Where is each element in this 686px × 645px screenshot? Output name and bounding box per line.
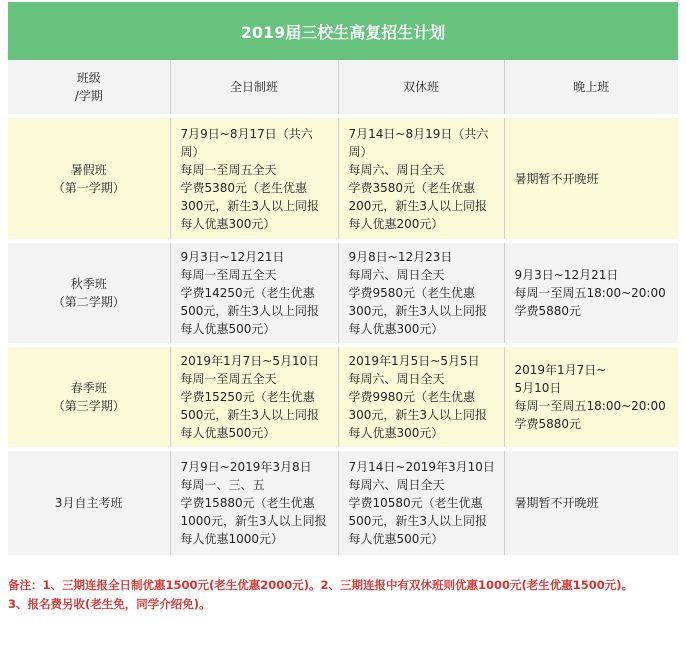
remarks-line-2: 3、报名费另收(老生免，同学介绍免)。 [8,597,211,611]
cell-line: 学费15880元（老生优惠 [180,496,315,510]
evening-cell [504,449,678,555]
cell-line: 5月10日 [514,381,562,395]
cell-line: 500元，新生3人以上同报 [180,304,320,318]
cell-line: 暑期暂不开晚班 [514,496,599,510]
term-cell [8,116,170,241]
table-row [8,241,678,345]
cell-line: 每人优惠500元） [180,322,276,336]
cell-line: 7月9日~2019年3月8日 [180,460,312,474]
schedule-table [8,60,678,555]
cell-line: 每人优惠300元） [348,322,444,336]
cell-line: 每周一至周五18:00~20:00 [514,286,666,300]
cell-line: 学费5880元 [514,417,582,431]
header-class-label: 班级 [76,71,101,85]
cell-line: 300元，新生3人以上同报 [348,304,488,318]
cell-line: 每周六、周日全天 [348,162,445,177]
header-fulltime: 全日制班 [170,60,338,116]
header-term-label: /学期 [74,89,103,103]
cell-line: 每人优惠1000元） [180,532,284,546]
page-title: 2019届三校生高复招生计划 [8,2,678,60]
cell-line: 300元，新生3人以上同报 [180,198,320,213]
header-class-term [8,60,170,116]
cell-line: 2019年1月7日~5月10日 [180,354,320,368]
cell-line: 学费5880元 [514,304,582,318]
weekend-cell [338,449,504,555]
cell-line: 每周一至周五18:00~20:00 [514,399,666,413]
weekend-cell [338,345,504,449]
weekend-cell [338,241,504,345]
remarks [8,576,680,614]
evening-cell [504,345,678,449]
cell-line: 每周六、周日全天 [348,268,445,282]
header-weekend: 双休班 [338,60,504,116]
cell-line: 2019年1月5日~5月5日 [348,354,480,368]
cell-line: 周） [180,144,205,159]
cell-line: 9月3日~12月21日 [180,250,285,264]
cell-line: 每周六、周日全天 [348,478,445,492]
cell-line: 每周六、周日全天 [348,372,445,386]
table-header-row [8,60,678,116]
cell-line: 每人优惠200元） [348,216,444,231]
term-name: 春季班 [70,381,107,395]
cell-line: 500元，新生3人以上同报 [348,514,488,528]
term-cell [8,345,170,449]
cell-line: 1000元，新生3人以上同报 [180,514,327,528]
fulltime-cell [170,345,338,449]
cell-line: 每人优惠300元） [348,426,444,440]
cell-line: 暑期暂不开晚班 [514,171,599,186]
table-row [8,449,678,555]
cell-line: 学费5380元（老生优惠 [180,180,308,195]
term-sub: （第一学期） [52,180,125,195]
term-name: 暑假班 [70,162,107,177]
remarks-line-1: 备注：1、三期连报全日制优惠1500元(老生优惠2000元)。2、三期连报中有双休班则优惠1000元(老生优惠1500元)。 [8,578,634,592]
term-sub: （第三学期） [52,399,125,413]
cell-line: 7月14日~2019年3月10日 [348,460,495,474]
cell-line: 每人优惠500元） [348,532,444,546]
cell-line: 500元，新生3人以上同报 [180,408,320,422]
header-evening: 晚上班 [504,60,678,116]
cell-line: 周） [348,144,373,159]
schedule-frame [8,2,678,555]
term-name: 3月自主考班 [54,496,123,510]
term-cell [8,449,170,555]
cell-line: 300元，新生3人以上同报 [348,408,488,422]
cell-line: 每周一至周五全天 [180,372,277,386]
table-row [8,345,678,449]
term-name: 秋季班 [70,277,107,291]
cell-line: 每周一、三、五 [180,478,265,492]
cell-line: 9月3日~12月21日 [514,268,619,282]
fulltime-cell [170,116,338,241]
cell-line: 学费9580元（老生优惠 [348,286,476,300]
cell-line: 学费14250元（老生优惠 [180,286,315,300]
cell-line: 200元，新生3人以上同报 [348,198,488,213]
cell-line: 7月14日~8月19日（共六 [348,126,489,141]
evening-cell [504,116,678,241]
cell-line: 9月8日~12月23日 [348,250,453,264]
cell-line: 每人优惠300元） [180,216,276,231]
cell-line: 学费9980元（老生优惠 [348,390,476,404]
fulltime-cell [170,241,338,345]
evening-cell [504,241,678,345]
cell-line: 学费15250元（老生优惠 [180,390,315,404]
weekend-cell [338,116,504,241]
table-row [8,116,678,241]
cell-line: 学费3580元（老生优惠 [348,180,476,195]
cell-line: 每周一至周五全天 [180,268,277,282]
cell-line: 学费10580元（老生优惠 [348,496,483,510]
cell-line: 每周一至周五全天 [180,162,277,177]
term-cell [8,241,170,345]
cell-line: 7月9日~8月17日（共六 [180,126,313,141]
term-sub: （第二学期） [52,295,125,309]
fulltime-cell [170,449,338,555]
cell-line: 2019年1月7日~ [514,363,607,377]
cell-line: 每人优惠500元） [180,426,276,440]
